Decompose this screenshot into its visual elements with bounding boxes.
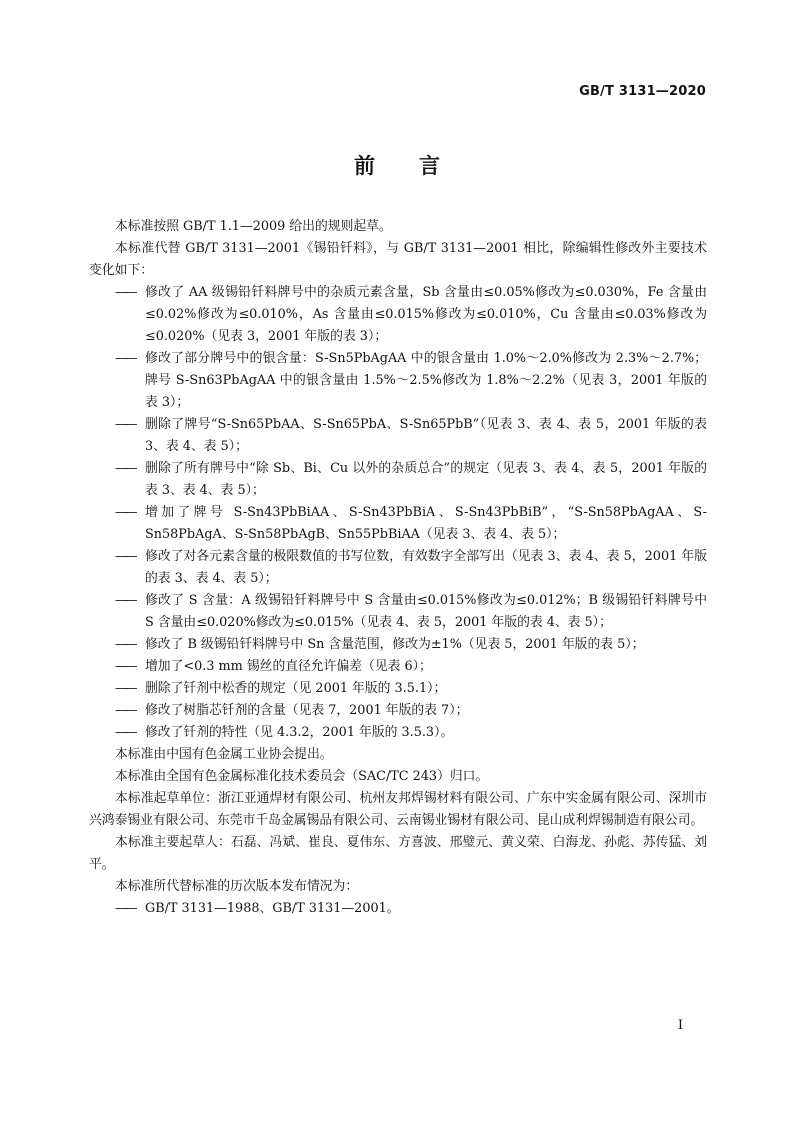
standard-code: GB/T 3131—2020 [579, 84, 706, 99]
document-body [89, 216, 707, 920]
list-item-text: 删除了钎剂中松香的规定（见 2001 年版的 3.5.1）； [145, 681, 447, 696]
list-item [89, 458, 707, 502]
dash-marker: —— [115, 461, 135, 476]
paragraph: 本标准所代替标准的历次版本发布情况为： [115, 879, 359, 894]
dash-marker: —— [115, 681, 135, 696]
list-item [89, 656, 707, 678]
list-item [89, 634, 707, 656]
list-item-text: 修改了 AA 级锡铅钎料牌号中的杂质元素含量，Sb 含量由≤0.05%修改为≤0.030%，Fe 含量由≤0.02%修改为≤0.010%，As 含量由≤0.015%修改为≤0.010%，Cu 含量由≤0.03%修改为≤0.020%（见表 3，2001 年版的表 3）； [145, 285, 707, 344]
dash-marker: —— [115, 725, 135, 740]
list-item [89, 678, 707, 700]
dash-marker: —— [115, 659, 135, 674]
list-item [89, 502, 707, 546]
dash-marker: —— [115, 703, 135, 718]
dash-marker: —— [115, 285, 135, 300]
paragraph: 本标准代替 GB/T 3131—2001《锡铅钎料》，与 GB/T 3131—2001 相比，除编辑性修改外主要技术变化如下： [89, 241, 707, 278]
dash-marker: —— [115, 505, 135, 520]
list-item [89, 898, 707, 920]
page-title: 前言 [354, 154, 484, 178]
list-item [89, 414, 707, 458]
paragraph: 本标准主要起草人：石磊、冯斌、崔良、夏伟东、方喜波、邢璧元、黄义荣、白海龙、孙彪、苏传猛、刘平。 [89, 835, 707, 872]
paragraph: 本标准由全国有色金属标准化技术委员会（SAC/TC 243）归口。 [115, 769, 489, 784]
list-item-text: 修改了钎剂的特性（见 4.3.2，2001 年版的 3.5.3）。 [145, 725, 454, 740]
dash-marker: —— [115, 417, 135, 432]
paragraph: 本标准按照 GB/T 1.1—2009 给出的规则起草。 [115, 219, 392, 234]
list-item [89, 700, 707, 722]
list-item-text: 修改了 B 级锡铅钎料牌号中 Sn 含量范围，修改为±1%（见表 5，2001 年版的表 5）； [145, 637, 645, 652]
list-item-text: 修改了对各元素含量的极限数值的书写位数，有效数字全部写出（见表 3、表 4、表 5，2001 年版的表 3、表 4、表 5）； [145, 549, 707, 586]
dash-marker: —— [115, 901, 135, 916]
list-item [89, 282, 707, 348]
dash-marker: —— [115, 637, 135, 652]
page-number: I [677, 1018, 683, 1033]
paragraph: 本标准由中国有色金属工业协会提出。 [115, 747, 333, 762]
paragraph: 本标准起草单位：浙江亚通焊材有限公司、杭州友邦焊锡材料有限公司、广东中实金属有限公司、深圳市兴鸿泰锡业有限公司、东莞市千岛金属锡品有限公司、云南锡业锡材有限公司、昆山成利焊锡制造有限公司。 [89, 791, 707, 828]
list-item [89, 546, 707, 590]
list-item-text: GB/T 3131—1988、GB/T 3131—2001。 [145, 901, 400, 916]
dash-marker: —— [115, 593, 135, 608]
list-item [89, 348, 707, 414]
dash-marker: —— [115, 351, 135, 366]
list-item-text: 增加了<0.3 mm 锡丝的直径允许偏差（见表 6）； [145, 659, 432, 674]
list-item-text: 修改了树脂芯钎剂的含量（见表 7，2001 年版的表 7）； [145, 703, 469, 718]
dash-marker: —— [115, 549, 135, 564]
list-item-text: 删除了所有牌号中“除 Sb、Bi、Cu 以外的杂质总合”的规定（见表 3、表 4、表 5，2001 年版的表 3、表 4、表 5）； [145, 461, 707, 498]
list-item [89, 722, 707, 744]
list-item [89, 590, 707, 634]
list-item-text: 删除了牌号“S-Sn65PbAA、S-Sn65PbA、S-Sn65PbB”（见表 3、表 4、表 5，2001 年版的表 3、表 4、表 5）； [145, 417, 707, 454]
list-item-text: 修改了部分牌号中的银含量：S-Sn5PbAgAA 中的银含量由 1.0%～2.0%修改为 2.3%～2.7%；牌号 S-Sn63PbAgAA 中的银含量由 1.5%～2.5%修改为 1.8%～2.2%（见表 3，2001 年版的表 3）； [145, 351, 707, 410]
list-item-text: 增加了牌号 S-Sn43PbBiAA、S-Sn43PbBiA、S-Sn43PbBiB”，“S-Sn58PbAgAA、S-Sn58PbAgA、S-Sn58PbAgB、Sn55PbBiAA（见表 3、表 4、表 5）； [145, 505, 707, 542]
list-item-text: 修改了 S 含量：A 级锡铅钎料牌号中 S 含量由≤0.015%修改为≤0.012%；B 级锡铅钎料牌号中 S 含量由≤0.020%修改为≤0.015%（见表 4、表 5，2001 年版的表 4、表 5）； [145, 593, 707, 630]
